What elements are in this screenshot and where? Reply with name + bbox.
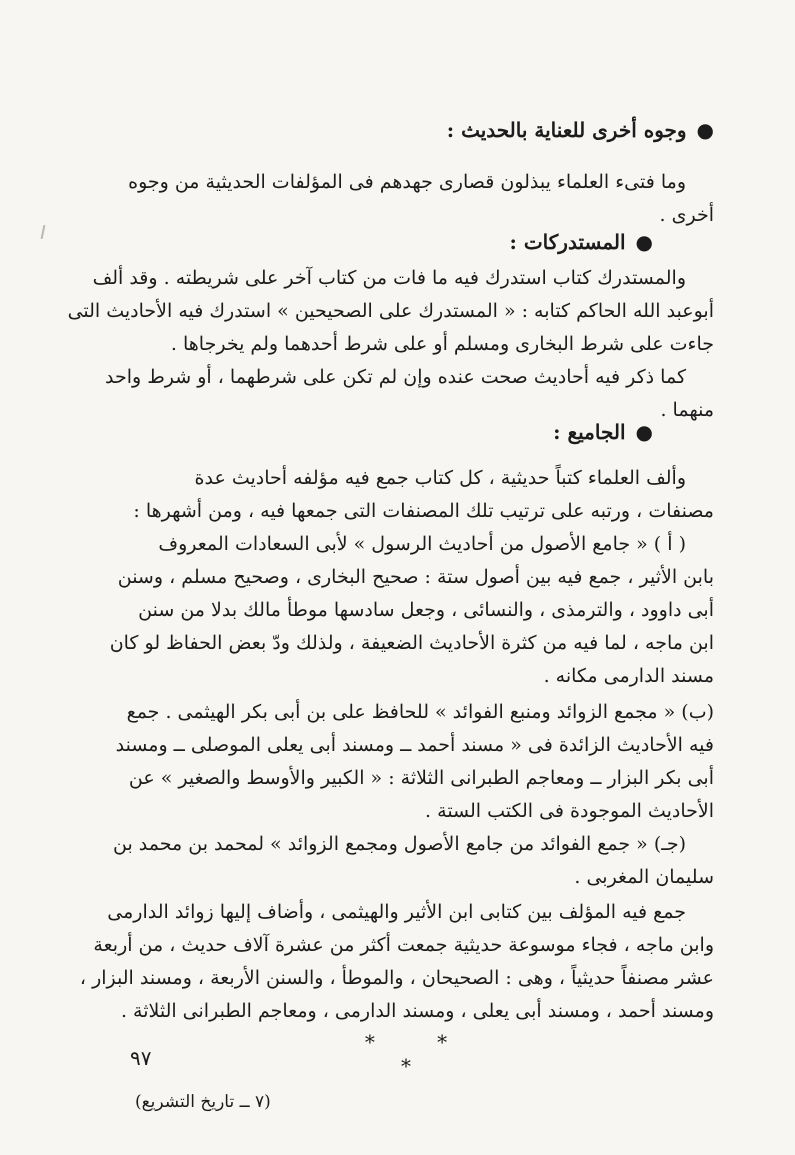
bullet-icon: ● (635, 420, 653, 444)
text-line: وألف العلماء كتباً حديثية ، كل كتاب جمع فيه مؤلفه أحاديث عدة (194, 467, 686, 489)
paragraph-majma-zawaid (108, 696, 714, 828)
text-line: ( أ ) « جامع الأصول من أحاديث الرسول » لأبى السعادات المعروف (158, 533, 686, 555)
paragraph-author-summary (79, 896, 714, 1028)
text-line: منهما . (660, 399, 714, 421)
section-heading-jawami (553, 420, 653, 444)
text-line: مصنفات ، ورتبه على ترتيب تلك المصنفات التى جمعها فيه ، ومن أشهرها : (133, 500, 714, 522)
section-separator: * * * (364, 1030, 476, 1078)
text-line: وابن ماجه ، فجاء موسوعة حديثية جمعت أكثر من عشرة آلاف حديث ، من أربعة (93, 934, 714, 956)
bullet-icon: ● (696, 118, 714, 142)
text-line: جمع فيه المؤلف بين كتابى ابن الأثير والهيثمى ، وأضاف إليها زوائد الدارمى (107, 901, 686, 923)
text-line: ابن ماجه ، لما فيه من كثرة الأحاديث الضعيفة ، ولذلك ودّ بعض الحفاظ لو كان (109, 632, 714, 654)
bullet-icon: ● (635, 230, 653, 254)
text-line: (ب) « مجمع الزوائد ومنبع الفوائد » للحافظ على بن أبى بكر الهيثمى . جمع (126, 701, 714, 723)
paragraph-jam-fawaid (108, 828, 714, 894)
heading-text: وجوه أخرى للعناية بالحديث : (446, 118, 687, 142)
text-line: كما ذكر فيه أحاديث صحت عنده وإن لم تكن على شرطهما ، أو شرط واحد (105, 366, 686, 388)
paragraph-intro (108, 166, 714, 232)
section-heading-other-aspects (447, 118, 714, 142)
paragraph-jawami (108, 462, 714, 693)
text-line: مسند الدارمى مكانه . (543, 665, 714, 687)
text-line: أبى داوود ، والترمذى ، والنسائى ، وجعل سادسها موطأ مالك بدلا من سنن (138, 599, 714, 621)
text-line: (جـ) « جمع الفوائد من جامع الأصول ومجمع الزوائد » لمحمد بن محمد بن (113, 833, 686, 855)
text-line: أخرى . (659, 204, 714, 226)
text-line: فيه الأحاديث الزائدة فى « مسند أحمد ــ ومسند أبى يعلى الموصلى ــ ومسند (115, 734, 714, 756)
text-line: عشر مصنفاً حديثياً ، وهى : الصحيحان ، والموطأ ، والسنن الأربعة ، ومسند البزار ، (79, 967, 714, 989)
margin-mark (41, 225, 46, 239)
text-line: والمستدرك كتاب استدرك فيه ما فات من كتاب آخر على شريطته . وقد ألف (92, 267, 686, 289)
text-line: ومسند أحمد ، ومسند أبى يعلى ، ومسند الدارمى ، ومعاجم الطبرانى الثلاثة . (120, 1000, 714, 1022)
footer-signature: (٧ ــ تاريخ التشريع) (135, 1092, 271, 1112)
text-line: وما فتىء العلماء يبذلون قصارى جهدهم فى المؤلفات الحديثية من وجوه (128, 171, 686, 193)
paragraph-mustadrak (67, 262, 714, 427)
heading-text: المستدركات : (509, 230, 626, 254)
text-line: أبى بكر البزار ــ ومعاجم الطبرانى الثلاثة : « الكبير والأوسط والصغير » عن (128, 767, 714, 789)
text-line: جاءت على شرط البخارى ومسلم أو على شرط أحدهما ولم يخرجاها . (170, 333, 714, 355)
text-line: سليمان المغربى . (574, 866, 714, 888)
heading-text: الجاميع : (553, 420, 626, 444)
text-line: بابن الأثير ، جمع فيه بين أصول ستة : صحيح البخارى ، وصحيح مسلم ، وسنن (117, 566, 714, 588)
text-line: الأحاديث الموجودة فى الكتب الستة . (425, 800, 714, 822)
section-heading-mustadrakat (510, 230, 654, 254)
page-number: ٩٧ (130, 1046, 152, 1070)
text-line: أبوعبد الله الحاكم كتابه : « المستدرك على الصحيحين » استدرك فيه الأحاديث التى (67, 300, 714, 322)
